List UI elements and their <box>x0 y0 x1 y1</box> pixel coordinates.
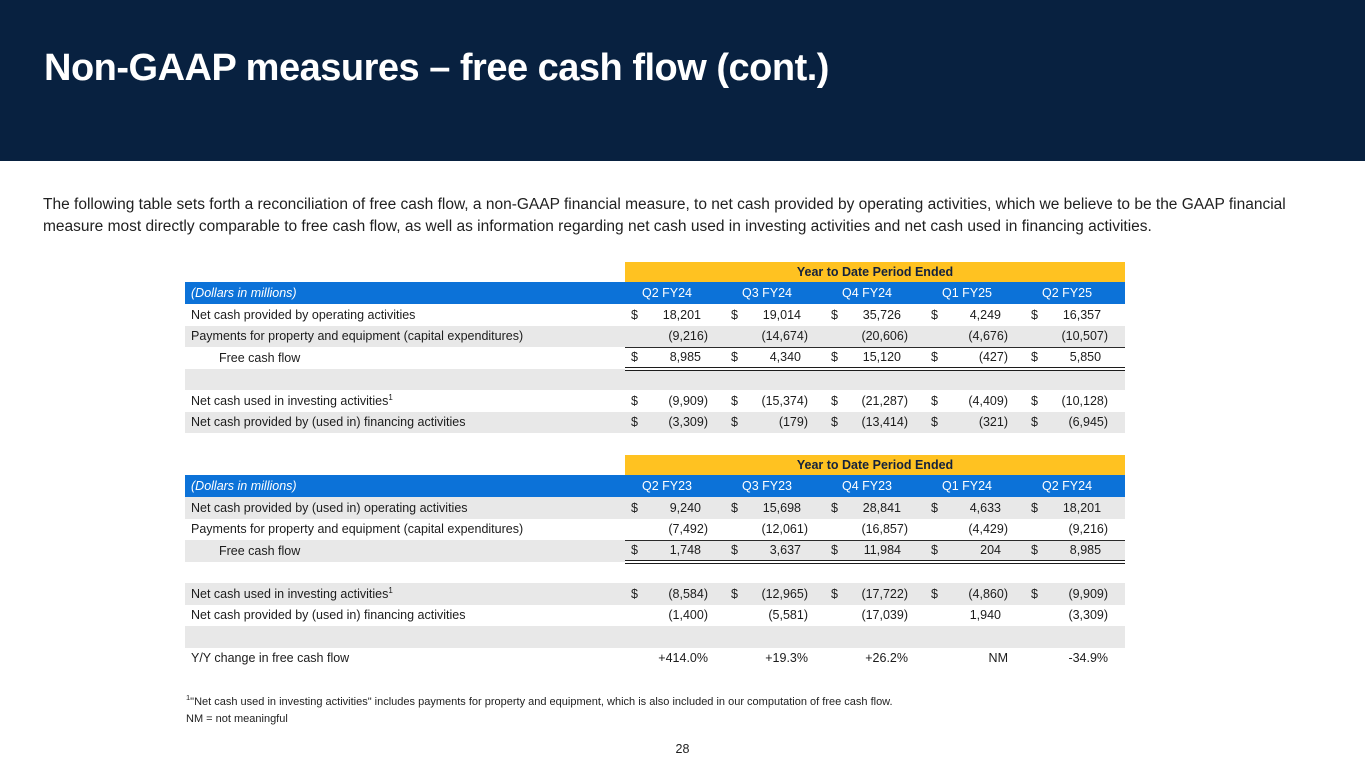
value-cell <box>925 626 1025 648</box>
value-cell <box>725 497 825 519</box>
dollar-sign: $ <box>1031 415 1038 430</box>
value-cell <box>925 326 1025 348</box>
value-cell <box>1025 648 1125 670</box>
value-cell <box>725 390 825 412</box>
value: 3,637 <box>769 543 801 557</box>
footnote-1-text: "Net cash used in investing activities" includes payments for property and equipment, which is also included in our computation of free cash flow. <box>190 696 893 708</box>
column-header: Q2 FY24 <box>1025 475 1125 497</box>
value-cell <box>625 626 725 648</box>
value-cell <box>925 540 1025 562</box>
dollar-sign: $ <box>931 393 938 408</box>
dollar-sign: $ <box>931 586 938 601</box>
value: (4,429) <box>968 522 1008 536</box>
footnotes <box>186 694 1086 727</box>
value: (9,216) <box>668 329 708 343</box>
value-cell <box>625 519 725 541</box>
value-cell <box>825 583 925 605</box>
value: 4,633 <box>969 500 1001 515</box>
value: (6,945) <box>1068 415 1109 430</box>
value-cell <box>625 497 725 519</box>
value-cell <box>625 326 725 348</box>
row-label: Net cash provided by (used in) financing activities <box>185 412 625 434</box>
value-cell <box>725 626 825 648</box>
value: -34.9% <box>1068 651 1109 666</box>
value: (5,581) <box>768 608 808 623</box>
dollar-sign: $ <box>631 543 638 557</box>
value-cell <box>925 369 1025 391</box>
value: 11,984 <box>863 543 901 557</box>
dollar-sign: $ <box>931 543 938 557</box>
value-cell <box>925 390 1025 412</box>
table-row <box>185 390 1125 412</box>
row-label: Net cash used in investing activities$^1$ <box>185 390 625 412</box>
intro-paragraph: The following table sets forth a reconciliation of free cash flow, a non-GAAP financial measure, to net cash provided by operating activities, which we believe to be the GAAP financial measure most directly comparable to free cash flow, as well as information regarding net cash used in investing activities and net cash used in financing activities. <box>43 196 1286 235</box>
dollar-sign: $ <box>831 415 838 430</box>
column-header: Q1 FY25 <box>925 282 1025 304</box>
page-number: 28 <box>675 742 690 756</box>
dollar-sign: $ <box>631 393 638 408</box>
column-header: Q1 FY24 <box>925 475 1025 497</box>
value-cell <box>925 304 1025 326</box>
value-cell <box>1025 626 1125 648</box>
value-cell <box>725 304 825 326</box>
value: 1,940 <box>969 608 1001 623</box>
value-cell <box>1025 326 1125 348</box>
value: 28,841 <box>862 500 901 515</box>
value: (3,309) <box>668 415 708 430</box>
value: 1,748 <box>669 543 701 557</box>
dollar-sign: $ <box>631 350 638 364</box>
title-banner <box>0 0 1365 161</box>
dollar-sign: $ <box>731 307 738 322</box>
dollar-sign: $ <box>831 586 838 601</box>
value-cell <box>825 605 925 627</box>
value: 5,850 <box>1069 350 1102 364</box>
value-cell <box>625 412 725 434</box>
dollar-sign: $ <box>731 393 738 408</box>
table-row <box>185 369 1125 391</box>
slide-title: Non-GAAP measures – free cash flow (cont.) <box>44 47 829 89</box>
dollar-sign: $ <box>731 415 738 430</box>
value-cell <box>925 519 1025 541</box>
dollar-sign: $ <box>631 415 638 430</box>
dollar-sign: $ <box>831 350 838 364</box>
value: (12,061) <box>761 522 808 536</box>
value-cell <box>1025 562 1125 584</box>
dollar-sign: $ <box>931 307 938 322</box>
value-cell <box>1025 519 1125 541</box>
value-cell <box>725 347 825 369</box>
value: (4,860) <box>968 586 1008 601</box>
footnote-1-marker: 1 <box>186 693 191 702</box>
table-row <box>185 648 1125 670</box>
value: (321) <box>978 415 1008 430</box>
free-cash-flow-table-prior-year <box>185 455 1125 669</box>
value-cell <box>825 390 925 412</box>
value-cell <box>725 605 825 627</box>
footnote-1 <box>186 694 1086 711</box>
value: 4,249 <box>969 307 1001 322</box>
dollar-sign: $ <box>1031 543 1038 557</box>
table-row <box>185 605 1125 627</box>
row-label <box>185 562 625 584</box>
value-cell <box>725 412 825 434</box>
value: 9,240 <box>669 500 701 515</box>
unit-label: (Dollars in millions) <box>185 282 625 304</box>
value-cell <box>725 369 825 391</box>
dollar-sign: $ <box>731 500 738 515</box>
value-cell <box>825 304 925 326</box>
table-row <box>185 540 1125 562</box>
dollar-sign: $ <box>831 500 838 515</box>
value: 204 <box>980 543 1001 557</box>
column-header: Q3 FY23 <box>725 475 825 497</box>
row-label <box>185 369 625 391</box>
value-cell <box>925 648 1025 670</box>
column-header: Q2 FY25 <box>1025 282 1125 304</box>
value-cell <box>825 412 925 434</box>
dollar-sign: $ <box>831 393 838 408</box>
dollar-sign: $ <box>1031 586 1038 601</box>
value-cell <box>1025 347 1125 369</box>
dollar-sign: $ <box>931 415 938 430</box>
table-row <box>185 412 1125 434</box>
table-row <box>185 497 1125 519</box>
value-cell <box>825 347 925 369</box>
table-row <box>185 583 1125 605</box>
value: (10,507) <box>1061 329 1109 343</box>
value: (15,374) <box>761 393 808 408</box>
value: 8,985 <box>1069 543 1102 557</box>
value-cell <box>925 347 1025 369</box>
row-label: Free cash flow <box>185 347 625 369</box>
dollar-sign: $ <box>631 586 638 601</box>
footnote-ref: 1 <box>388 585 393 595</box>
value-cell <box>925 562 1025 584</box>
value-cell <box>925 605 1025 627</box>
row-label: Free cash flow <box>185 540 625 562</box>
row-label: Y/Y change in free cash flow <box>185 648 625 670</box>
free-cash-flow-table-current-year <box>185 262 1125 433</box>
table-row <box>185 347 1125 369</box>
row-label: Net cash provided by (used in) operating activities <box>185 497 625 519</box>
dollar-sign: $ <box>1031 393 1038 408</box>
value-cell <box>625 304 725 326</box>
value: (9,909) <box>668 393 708 408</box>
value: (17,722) <box>861 586 908 601</box>
table-row <box>185 626 1125 648</box>
value: (7,492) <box>668 522 708 536</box>
footnote-ref: 1 <box>388 392 393 402</box>
value: NM <box>988 651 1008 666</box>
value-cell <box>825 562 925 584</box>
value: (17,039) <box>861 608 908 623</box>
value-cell <box>1025 605 1125 627</box>
value-cell <box>725 583 825 605</box>
table-row <box>185 519 1125 541</box>
value: (9,909) <box>1068 586 1109 601</box>
value: (21,287) <box>861 393 908 408</box>
value-cell <box>925 497 1025 519</box>
column-header: Q2 FY24 <box>625 282 725 304</box>
row-label: Net cash used in investing activities$^1$ <box>185 583 625 605</box>
value: (20,606) <box>861 329 908 343</box>
dollar-sign: $ <box>731 350 738 364</box>
value: (179) <box>778 415 808 430</box>
value: 15,698 <box>762 500 801 515</box>
value-cell <box>625 605 725 627</box>
value: 35,726 <box>862 307 901 322</box>
dollar-sign: $ <box>1031 307 1038 322</box>
period-banner: Year to Date Period Ended <box>625 455 1125 475</box>
value-cell <box>825 519 925 541</box>
value-cell <box>925 412 1025 434</box>
value: +414.0% <box>658 651 708 666</box>
value-cell <box>725 648 825 670</box>
unit-label: (Dollars in millions) <box>185 475 625 497</box>
value-cell <box>625 390 725 412</box>
value: 19,014 <box>762 307 801 322</box>
value-cell <box>725 326 825 348</box>
value: (10,128) <box>1061 393 1109 408</box>
value-cell <box>625 369 725 391</box>
value: (8,584) <box>668 586 708 601</box>
footnote-2: NM = not meaningful <box>186 712 288 725</box>
column-header: Q4 FY23 <box>825 475 925 497</box>
row-label: Net cash provided by (used in) financing activities <box>185 605 625 627</box>
value-cell <box>825 369 925 391</box>
table-row <box>185 304 1125 326</box>
dollar-sign: $ <box>831 543 838 557</box>
value-cell <box>1025 304 1125 326</box>
column-header: Q2 FY23 <box>625 475 725 497</box>
value: +26.2% <box>865 651 908 666</box>
dollar-sign: $ <box>731 586 738 601</box>
row-label <box>185 626 625 648</box>
value-cell <box>625 562 725 584</box>
value-cell <box>1025 390 1125 412</box>
dollar-sign: $ <box>931 350 938 364</box>
banner-spacer <box>185 455 625 475</box>
value-cell <box>825 648 925 670</box>
value: 18,201 <box>1062 500 1102 515</box>
value: (3,309) <box>1068 608 1109 623</box>
period-banner: Year to Date Period Ended <box>625 262 1125 282</box>
dollar-sign: $ <box>631 500 638 515</box>
value: (4,676) <box>968 329 1008 343</box>
value: +19.3% <box>765 651 808 666</box>
column-header: Q4 FY24 <box>825 282 925 304</box>
value-cell <box>625 648 725 670</box>
value: 15,120 <box>862 350 901 364</box>
row-label: Payments for property and equipment (capital expenditures) <box>185 326 625 348</box>
value-cell <box>625 347 725 369</box>
value: (1,400) <box>668 608 708 623</box>
value-cell <box>1025 497 1125 519</box>
value: 18,201 <box>662 307 701 322</box>
dollar-sign: $ <box>731 543 738 557</box>
value-cell <box>1025 369 1125 391</box>
value: (427) <box>978 350 1008 364</box>
value: 16,357 <box>1062 307 1102 322</box>
value: (14,674) <box>761 329 808 343</box>
column-header: Q3 FY24 <box>725 282 825 304</box>
dollar-sign: $ <box>831 307 838 322</box>
value: (12,965) <box>761 586 808 601</box>
value-cell <box>725 540 825 562</box>
dollar-sign: $ <box>931 500 938 515</box>
value-cell <box>825 626 925 648</box>
table-row <box>185 562 1125 584</box>
value-cell <box>625 540 725 562</box>
row-label: Payments for property and equipment (capital expenditures) <box>185 519 625 541</box>
value-cell <box>825 497 925 519</box>
value-cell <box>625 583 725 605</box>
value: 8,985 <box>669 350 701 364</box>
dollar-sign: $ <box>1031 350 1038 364</box>
value-cell <box>1025 583 1125 605</box>
value-cell <box>825 326 925 348</box>
dollar-sign: $ <box>1031 500 1038 515</box>
row-label: Net cash provided by operating activities <box>185 304 625 326</box>
value-cell <box>725 519 825 541</box>
value: (16,857) <box>861 522 908 536</box>
table-row <box>185 326 1125 348</box>
value-cell <box>1025 540 1125 562</box>
banner-spacer <box>185 262 625 282</box>
value: (13,414) <box>861 415 908 430</box>
value-cell <box>1025 412 1125 434</box>
value-cell <box>725 562 825 584</box>
dollar-sign: $ <box>631 307 638 322</box>
value: (4,409) <box>968 393 1008 408</box>
value: (9,216) <box>1068 522 1109 536</box>
value-cell <box>925 583 1025 605</box>
value-cell <box>825 540 925 562</box>
value: 4,340 <box>769 350 801 364</box>
